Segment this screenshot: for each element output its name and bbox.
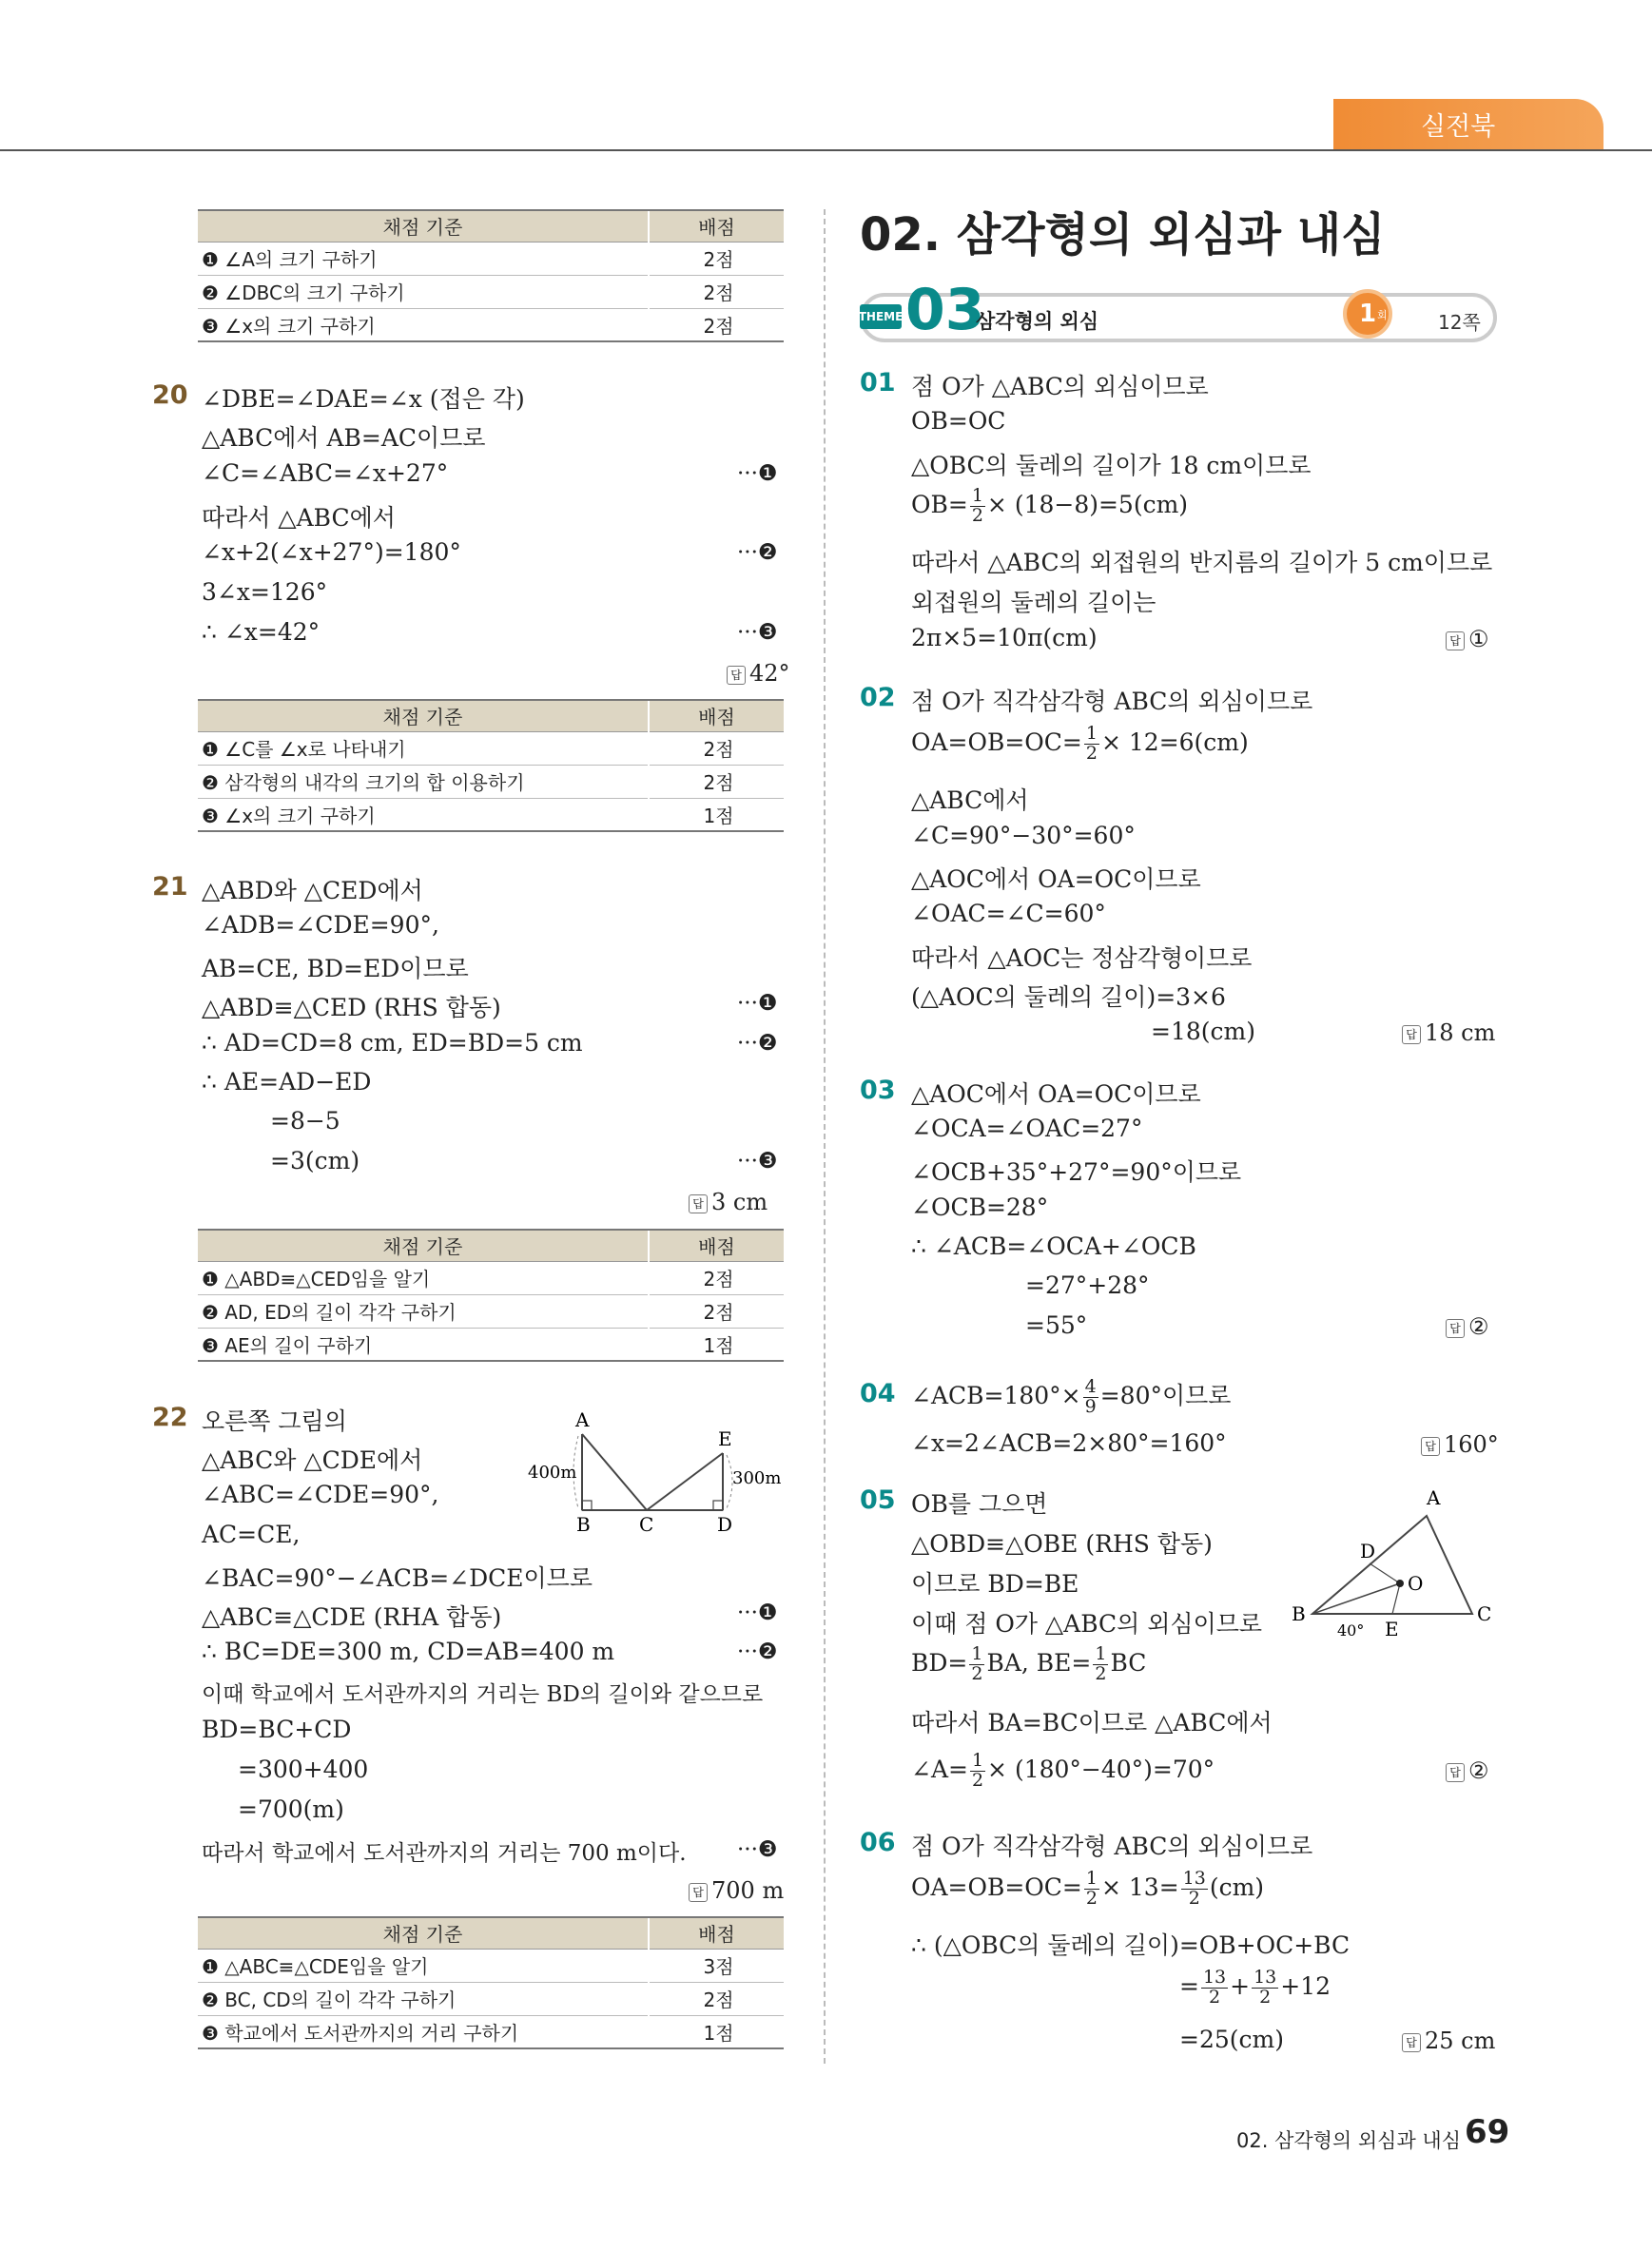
section-tab: 실전북	[1333, 99, 1603, 149]
answer-icon: 답	[1446, 1319, 1465, 1338]
table-row: ❷ BC, CD의 길이 각각 구하기 2점	[198, 1982, 784, 2015]
solution-line: ∠ADB=∠CDE=90°,	[202, 911, 439, 939]
question-number: 06	[860, 1828, 896, 1857]
solution-line: ∠BAC=90°−∠ACB=∠DCE이므로	[202, 1564, 593, 1592]
solution-line: 이므로 BD=BE	[911, 1570, 1079, 1598]
answer-icon: 답	[1446, 1763, 1465, 1782]
solution-line: △ABC와 △CDE에서	[202, 1446, 423, 1474]
solution-line: ∠ABC=∠CDE=90°,	[202, 1481, 439, 1508]
label-d: D	[717, 1513, 733, 1536]
question-number: 03	[860, 1076, 896, 1105]
footer-chapter: 02. 삼각형의 외심과 내심	[1236, 2129, 1461, 2152]
answer-icon: 답	[1402, 2033, 1421, 2052]
label-a: A	[575, 1408, 590, 1431]
step-marker: ···❷	[737, 1031, 778, 1056]
solution-line: ∠C=∠ABC=∠x+27°	[202, 459, 449, 487]
theme-name: 삼각형의 외심	[976, 310, 1099, 333]
column-divider	[824, 209, 826, 2064]
step-marker: ···❸	[737, 620, 778, 645]
solution-line: ∠DBE=∠DAE=∠x (접은 각)	[202, 385, 525, 413]
solution-line: =8−5	[270, 1107, 340, 1135]
answer-icon: 답	[1446, 631, 1465, 650]
answer: 답 160°	[1421, 1431, 1499, 1458]
answer-icon: 답	[689, 1194, 708, 1213]
solution-line: 따라서 △ABC에서	[202, 504, 396, 532]
step-marker: ···❸	[737, 1149, 778, 1174]
solution-line: OB=OC	[911, 407, 1006, 435]
chapter-title: 02. 삼각형의 외심과 내심	[860, 208, 1386, 262]
answer: 답 42°	[727, 660, 790, 687]
answer: 답 700 m	[689, 1877, 784, 1904]
solution-line: 3∠x=126°	[202, 578, 328, 606]
solution-line: 외접원의 둘레의 길이는	[911, 589, 1156, 616]
answer: 답 ②	[1446, 1757, 1489, 1784]
solution-line: OB를 그으면	[911, 1490, 1048, 1518]
solution-line: =18(cm)	[1151, 1018, 1255, 1045]
solution-line: △ABD와 △CED에서	[202, 877, 423, 904]
solution-line: =300+400	[238, 1756, 369, 1783]
table-row: ❸ ∠x의 크기 구하기 1점	[198, 798, 784, 831]
solution-line: 따라서 △AOC는 정삼각형이므로	[911, 944, 1253, 972]
solution-line: △AOC에서 OA=OC이므로	[911, 1080, 1201, 1108]
label-a: A	[1427, 1486, 1441, 1509]
step-marker: ···❷	[737, 1640, 778, 1664]
answer-icon: 답	[1402, 1025, 1421, 1044]
scoring-table-20: 채점 기준 배점 ❶ ∠C를 ∠x로 나타내기 2점 ❷ 삼각형의 내각의 크기의 합 이용하기 2점 ❸ ∠x의 크기 구하기 1점	[198, 699, 784, 832]
label-angle: 40°	[1337, 1621, 1365, 1640]
solution-line: 이때 학교에서 도서관까지의 거리는 BD의 길이와 같으므로	[202, 1682, 764, 1707]
question-number: 04	[860, 1379, 896, 1408]
solution-line: ∠OCB=28°	[911, 1193, 1049, 1221]
header-rule	[0, 149, 1652, 151]
solution-line: 점 O가 직각삼각형 ABC의 외심이므로	[911, 1833, 1313, 1860]
label-300m: 300m	[732, 1468, 782, 1488]
solution-line: AC=CE,	[202, 1521, 301, 1548]
solution-line: △AOC에서 OA=OC이므로	[911, 865, 1201, 893]
step-marker: ···❶	[737, 1601, 778, 1625]
label-400m: 400m	[528, 1463, 577, 1483]
question-number: 02	[860, 683, 896, 712]
table-row: ❶ ∠A의 크기 구하기 2점	[198, 242, 784, 275]
label-e: E	[1385, 1618, 1399, 1640]
theme-page-ref: 12쪽	[1438, 311, 1481, 334]
solution-line: BD= $\frac{1}{2}$ BA, BE= $\frac{1}{2}$ BC	[911, 1643, 1147, 1684]
solution-line: △OBD≡△OBE (RHS 합동)	[911, 1530, 1213, 1558]
round-badge: 1	[1343, 289, 1392, 339]
solution-line: ∴ ∠ACB=∠OCA+∠OCB	[911, 1232, 1196, 1260]
question-number: 22	[152, 1403, 188, 1432]
step-marker: ···❸	[737, 1837, 778, 1862]
answer: 답 ①	[1446, 626, 1489, 652]
solution-line: 오른쪽 그림의	[202, 1407, 347, 1435]
solution-line: =25(cm)	[1179, 2026, 1284, 2053]
label-o: O	[1408, 1572, 1424, 1595]
solution-line: ∴ BC=DE=300 m, CD=AB=400 m	[202, 1638, 615, 1665]
solution-line: 따라서 학교에서 도서관까지의 거리는 700 m이다.	[202, 1841, 687, 1866]
solution-line: △ABC에서	[911, 786, 1029, 814]
q05-figure	[1284, 1485, 1512, 1647]
solution-line: ∴ (△OBC의 둘레의 길이)=OB+OC+BC	[911, 1931, 1351, 1959]
theme-badge: THEME	[860, 304, 902, 329]
answer-icon: 답	[1421, 1437, 1440, 1456]
question-number: 20	[152, 380, 188, 410]
table-row: ❶ △ABD≡△CED임을 알기 2점	[198, 1261, 784, 1294]
table-row: ❷ ∠DBC의 크기 구하기 2점	[198, 275, 784, 308]
solution-line: 따라서 △ABC의 외접원의 반지름의 길이가 5 cm이므로	[911, 549, 1493, 576]
step-marker: ···❶	[737, 991, 778, 1016]
solution-line: =700(m)	[238, 1795, 344, 1823]
solution-line: ∠x+2(∠x+27°)=180°	[202, 538, 461, 566]
solution-line: =55°	[1025, 1311, 1088, 1339]
answer: 답 18 cm	[1402, 1019, 1495, 1046]
answer: 답 3 cm	[689, 1189, 768, 1215]
scoring-table-21: 채점 기준 배점 ❶ △ABD≡△CED임을 알기 2점 ❷ AD, ED의 길이 각각 구하기 2점 ❸ AE의 길이 구하기 1점	[198, 1229, 784, 1362]
answer: 답 25 cm	[1402, 2028, 1495, 2054]
label-b: B	[576, 1513, 591, 1536]
solution-line: △ABC≡△CDE (RHA 합동)	[202, 1603, 502, 1631]
solution-line: ∴ ∠x=42°	[202, 618, 321, 646]
solution-line: 따라서 BA=BC이므로 △ABC에서	[911, 1709, 1273, 1737]
question-number: 01	[860, 368, 896, 398]
table-row: ❸ AE의 길이 구하기 1점	[198, 1328, 784, 1361]
question-number: 21	[152, 872, 188, 902]
solution-line: =27°+28°	[1025, 1271, 1150, 1299]
step-marker: ···❶	[737, 461, 778, 486]
q22-figure	[523, 1406, 789, 1539]
label-e: E	[718, 1427, 732, 1450]
solution-line: = $\frac{13}{2}$ + $\frac{13}{2}$ +12	[1179, 1967, 1331, 2008]
solution-line: ∴ AE=AD−ED	[202, 1068, 372, 1096]
solution-line: =3(cm)	[270, 1147, 360, 1174]
answer-icon: 답	[689, 1883, 708, 1902]
solution-line: 2π×5=10π(cm)	[911, 624, 1098, 651]
scoring-table-19: 채점 기준 배점 ❶ ∠A의 크기 구하기 2점 ❷ ∠DBC의 크기 구하기 2점 ❸ ∠x의 크기 구하기 2점	[198, 209, 784, 342]
table-row: ❷ AD, ED의 길이 각각 구하기 2점	[198, 1294, 784, 1328]
solution-line: ∠OAC=∠C=60°	[911, 900, 1106, 927]
solution-line: OA=OB=OC= $\frac{1}{2}$ × 12=6(cm)	[911, 723, 1249, 764]
table-row: ❶ ∠C를 ∠x로 나타내기 2점	[198, 731, 784, 765]
label-c: C	[1477, 1602, 1492, 1625]
solution-line: BD=BC+CD	[202, 1716, 352, 1743]
solution-line: ∠OCB+35°+27°=90°이므로	[911, 1158, 1242, 1186]
solution-line: 이때 점 O가 △ABC의 외심이므로	[911, 1610, 1263, 1638]
solution-line: △ABC에서 AB=AC이므로	[202, 424, 486, 452]
solution-line: ∠A= $\frac{1}{2}$ × (180°−40°)=70°	[911, 1750, 1215, 1791]
label-c: C	[639, 1513, 654, 1536]
solution-line: ∠OCA=∠OAC=27°	[911, 1115, 1143, 1142]
table-row: ❸ 학교에서 도서관까지의 거리 구하기 1점	[198, 2015, 784, 2048]
solution-line: 점 O가 △ABC의 외심이므로	[911, 373, 1209, 400]
solution-line: ∠ACB=180°× $\frac{4}{9}$ =80°이므로	[911, 1376, 1232, 1417]
solution-line: 점 O가 직각삼각형 ABC의 외심이므로	[911, 688, 1313, 715]
table-row: ❸ ∠x의 크기 구하기 2점	[198, 308, 784, 341]
solution-line: ∠x=2∠ACB=2×80°=160°	[911, 1429, 1227, 1457]
solution-line: OB= $\frac{1}{2}$ × (18−8)=5(cm)	[911, 485, 1189, 526]
theme-number: 03	[905, 277, 985, 343]
round-suffix: 회	[1377, 309, 1388, 321]
label-d: D	[1360, 1540, 1376, 1562]
solution-line: OA=OB=OC= $\frac{1}{2}$ × 13= $\frac{13}{2}$ (cm)	[911, 1868, 1265, 1909]
question-number: 05	[860, 1485, 896, 1515]
answer: 답 ②	[1446, 1313, 1489, 1340]
page-number: 69	[1465, 2113, 1510, 2151]
table-row: ❷ 삼각형의 내각의 크기의 합 이용하기 2점	[198, 765, 784, 798]
solution-line: △OBC의 둘레의 길이가 18 cm이므로	[911, 452, 1312, 479]
label-b: B	[1292, 1602, 1306, 1625]
solution-line: AB=CE, BD=ED이므로	[202, 955, 469, 982]
solution-line: ∴ AD=CD=8 cm, ED=BD=5 cm	[202, 1029, 583, 1057]
answer-icon: 답	[727, 666, 746, 685]
step-marker: ···❷	[737, 540, 778, 565]
solution-line: ∠C=90°−30°=60°	[911, 822, 1136, 849]
solution-line: △ABD≡△CED (RHS 합동)	[202, 994, 501, 1021]
table-row: ❶ △ABC≡△CDE임을 알기 3점	[198, 1949, 784, 1982]
solution-line: (△AOC의 둘레의 길이)=3×6	[911, 983, 1226, 1011]
scoring-table-22: 채점 기준 배점 ❶ △ABC≡△CDE임을 알기 3점 ❷ BC, CD의 길이 각각 구하기 2점 ❸ 학교에서 도서관까지의 거리 구하기 1점	[198, 1916, 784, 2049]
